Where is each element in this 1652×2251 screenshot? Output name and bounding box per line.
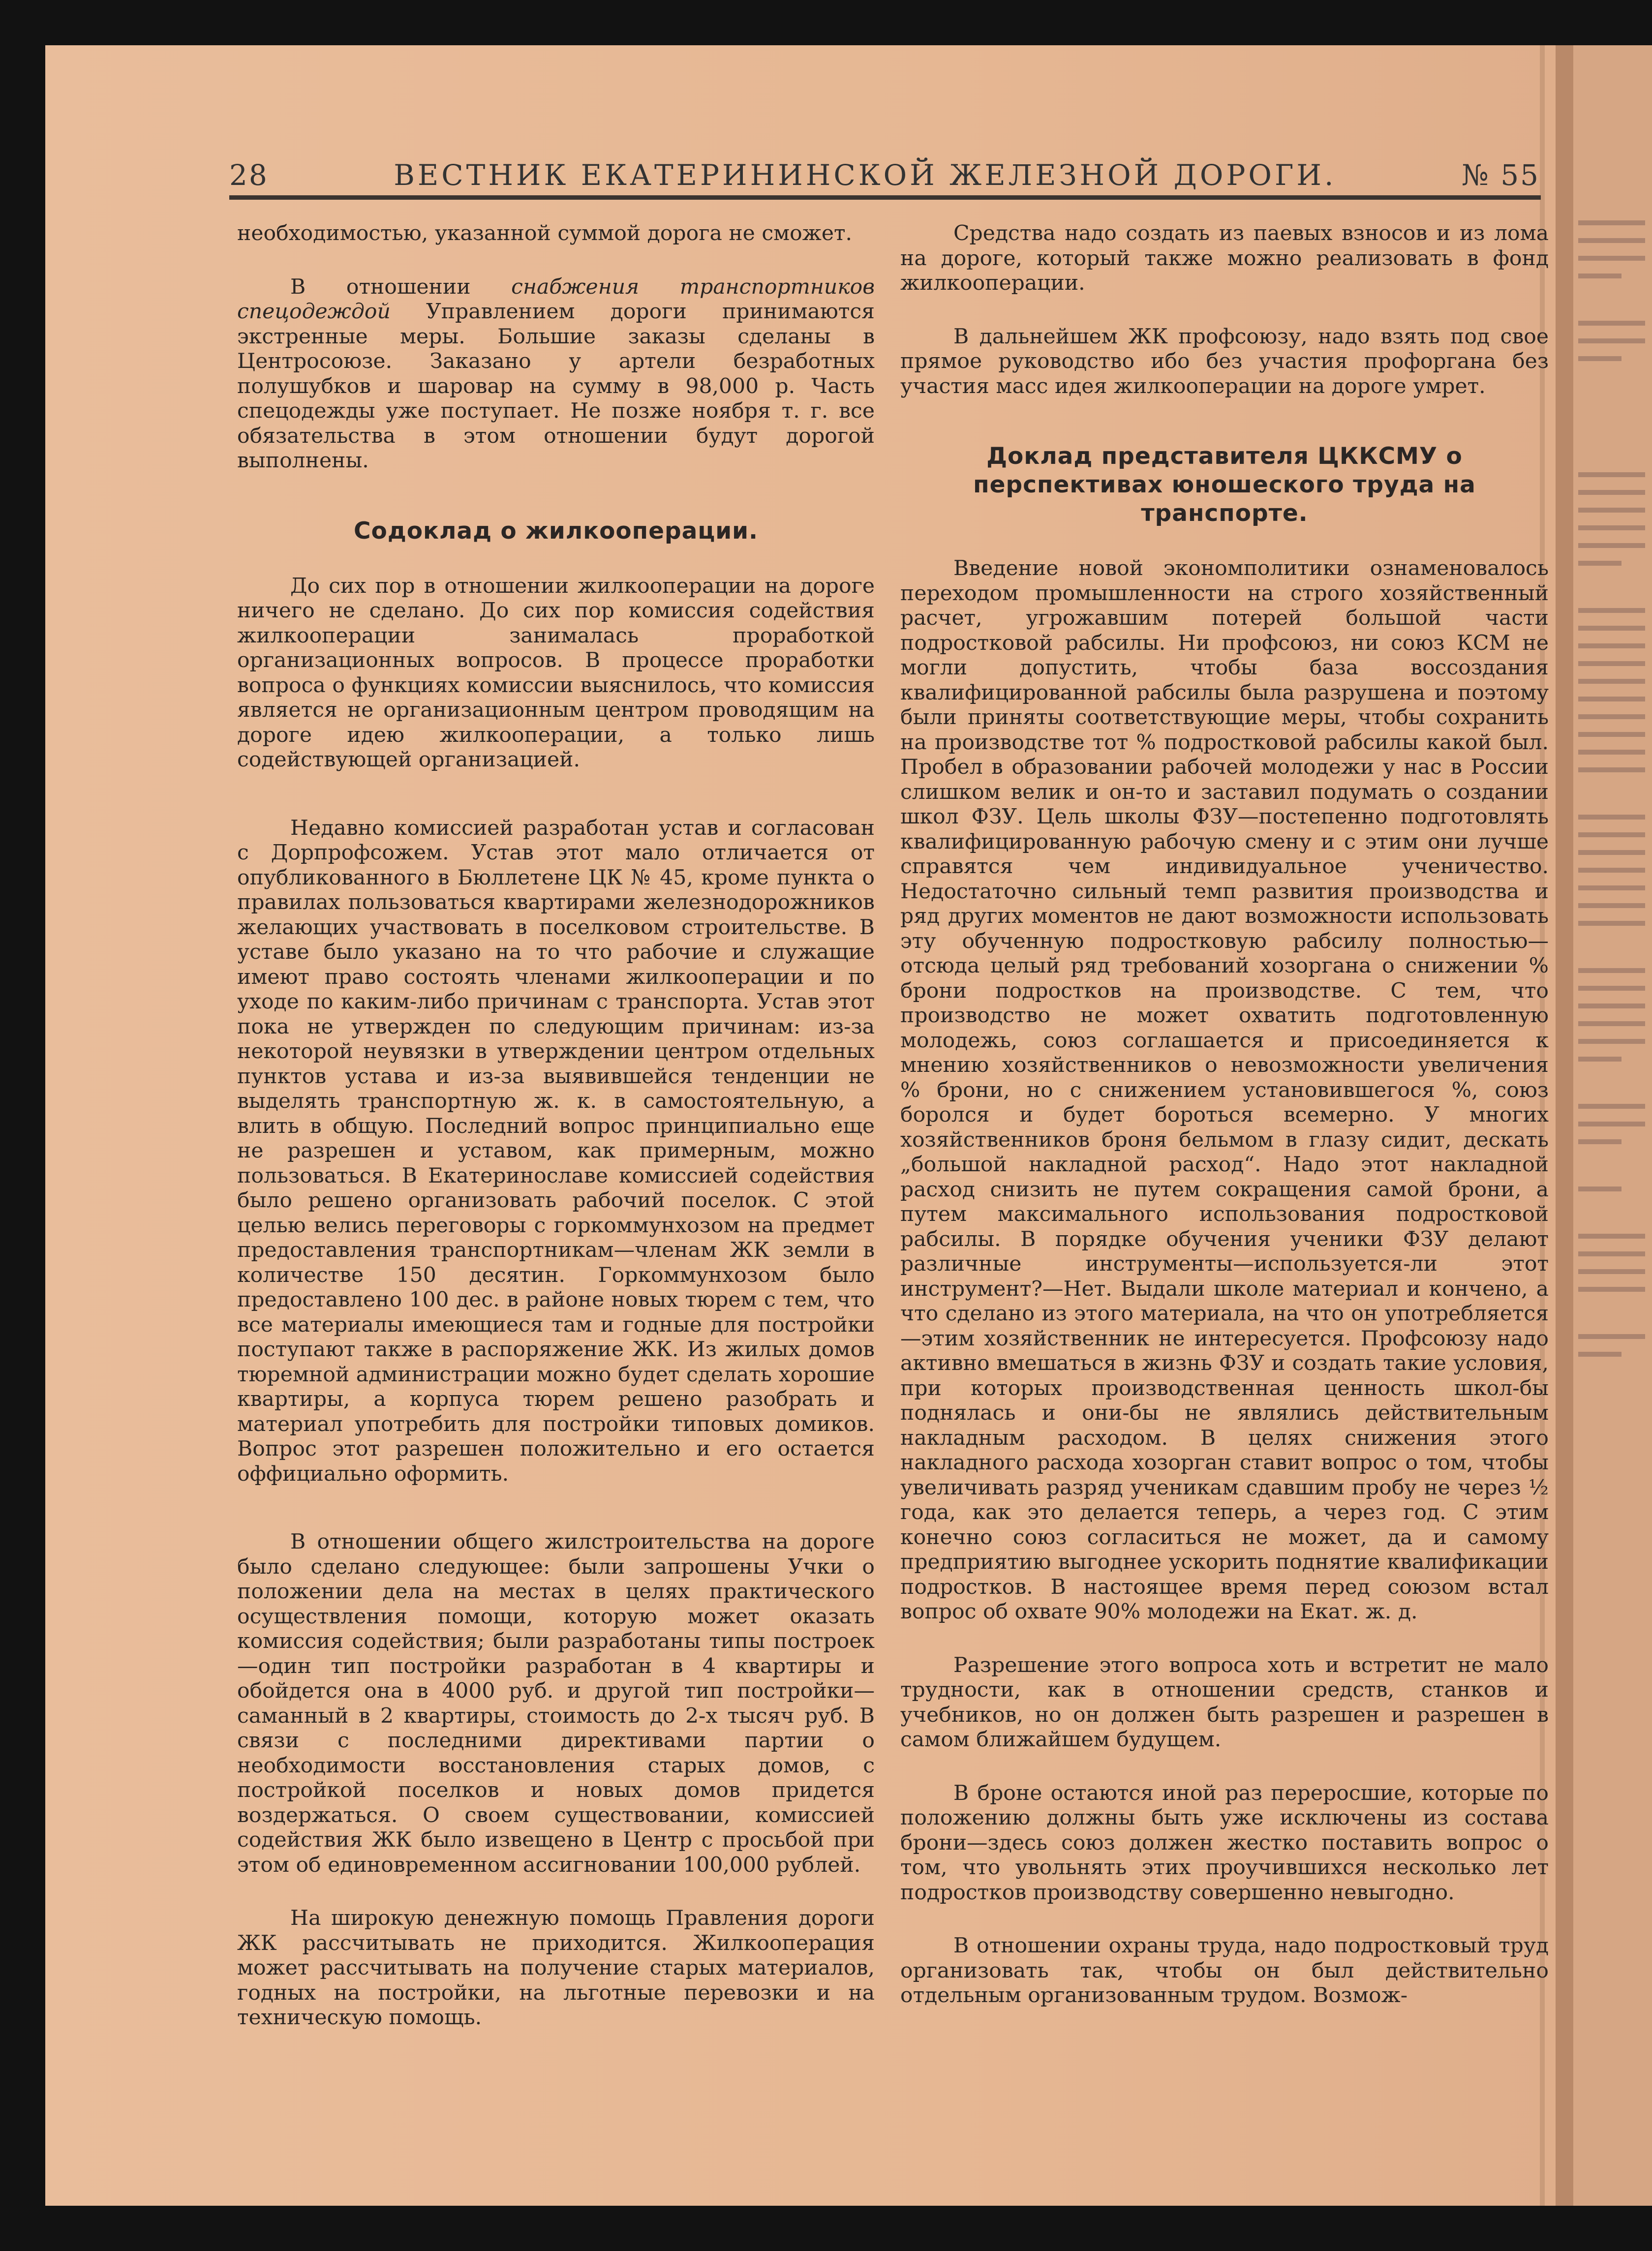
header-rule [229,195,1541,200]
paragraph-supply-start: В отношении [290,274,512,299]
paragraph-funds: Средства надо создать из паевых взносов и из лома на дороге, который также можно реализовать в фонд жилкооперации. [900,221,1549,295]
paragraph-housing-1: До сих пор в отношении жилкооперации на дороге ничего не сделано. До сих пор комиссия содействия жилкооперации занималась проработкой организационных вопросов. В процессе проработки вопроса о функциях комиссии выяснилось, что комиссия является не организационным центром проводящим на дороге идею жилкооперации, а только лишь содействующей организацией. [237,574,875,772]
paragraph-youth-4: В отношении охраны труда, надо подростковый труд организовать так, чтобы он был действительно отдельным организованным трудом. Возмож- [900,1934,1549,2008]
paragraph-youth-1: Введение новой экономполитики ознаменовалось переходом промышленности на строго хозяйственный расчет, угрожавшим потерей большой части подростковой рабсилы. Ни профсоюз, ни союз КСМ не могли допустить, чтобы база воссоздания квалифицированной рабсилы была разрушена и поэтому были приняты соответствующие меры, чтобы сохранить на производстве тот % подростковой рабсилы какой был. Пробел в образовании рабочей молодежи у нас в России слишком велик и он-то и заставил подумать о создании школ ФЗУ. Цель школы ФЗУ—постепенно подготовлять квалифицированную рабочую смену и с этим они лучше справятся чем индивидуальное ученичество. Недостаточно сильный темп развития производства и ряд других моментов не дают возможности использовать эту обученную подростковую рабсилу полностью—отсюда целый ряд требований хозоргана о снижении % брони подростков на производстве. С тем, что производство не может охватить подготовленную молодежь, союз соглашается и присоединяется к мнению хозяйственников о невозможности увеличения % брони, но с снижением установившегося %, союз боролся и будет бороться всемерно. У многих хозяйственников броня бельмом в глазу сидит, дескать „большой накладной расход“. Надо этот накладной расход снизить не путем сокращения самой брони, а путем максимального использования подростковой рабсилы. В порядке обучения ученики ФЗУ делают различные инструменты—используется-ли этот инструмент?—Нет. Выдали школе материал и кончено, а что сделано из этого материала, на что он употребляется—этим хозяйственник не интересуется. Профсоюзу надо активно вмешаться в жизнь ФЗУ и создать такие условия, при которых производственная ценность школ-бы поднялась и они-бы не являлись действительным накладным расходом. В целях снижения этого накладного расхода хозорган ставит вопрос о том, чтобы увеличивать разряд ученикам сдавшим пробу не через ½ года, как это делается теперь, а через год. С этим конечно союз согласиться не может, да и самому предприятию выгоднее ускорить поднятие квалификации подростков. В настоящее время перед союзом встал вопрос об охвате 90% молодежи на Екат. ж. д. [900,556,1549,1624]
paragraph-supply-italic: снабжения транспортников спецодеждой [237,274,875,324]
paragraph-profunion: В дальнейшем ЖК профсоюзу, надо взять под свое прямое руководство ибо без участия профоргана без участия масс идея жилкооперации на дороге умрет. [900,324,1549,398]
paragraph-housing-4: На широкую денежную помощь Правления дороги ЖК рассчитывать не приходится. Жилкооперация может рассчитывать на получение старых материалов, годных на постройки, на льготные перевозки и на техническую помощь. [237,1906,875,2030]
paragraph-housing-2: Недавно комиссией разработан устав и согласован с Дорпрофсожем. Устав этот мало отличается от опубликованного в Бюллетене ЦК № 45, кроме пункта о правилах пользоваться квартирами железнодорожников желающих участвовать в поселковом строительстве. В уставе было указано на то что рабочие и служащие имеют право состоять членами жилкооперации и по уходе по каким-либо причинам с транспорта. Устав этот пока не утвержден по следующим причинам: из-за некоторой неувязки в утверждении центром отдельных пунктов устава и из-за выявившейся тенденции не выделять транспортную ж. к. в самостоятельную, а влить в общую. Последний вопрос принципиально еще не разрешен и уставом, как примерным, можно пользоваться. В Екатеринославе комиссией содействия было решено организовать рабочий поселок. С этой целью велись переговоры с горкоммунхозом на предмет предоставления транспортникам—членам ЖК земли в количестве 150 десятин. Горкоммунхозом было предоставлено 100 дес. в районе новых тюрем с тем, что все материалы имеющиеся там и годные для постройки поступают также в распоряжение ЖК. Из жилых домов тюремной администрации можно будет сделать хорошие квартиры, а корпуса тюрем решено разобрать и материал употребить для постройки типовых домиков. Вопрос этот разрешен положительно и его остается оффициально оформить. [237,816,875,1486]
running-header [229,158,1540,195]
paragraph-youth-2: Разрешение этого вопроса хоть и встретит не мало трудности, как в отношении средств, станков и учебников, но он должен быть разрешен и разрешен в самом ближайшем будущем. [900,1653,1549,1752]
paragraph-supply [237,275,875,474]
paragraph-youth-3: В броне остаются иной раз переросшие, которые по положению должны быть уже исключены из состава брони—здесь союз должен жестко поставить вопрос о том, что увольнять этих проучившихся несколько лет подростков производству совершенно невыгодно. [900,1781,1549,1905]
paragraph-continuation: необходимостью, указанной суммой дорога не сможет. [237,221,853,245]
paragraph-housing-3: В отношении общего жилстроительства на дороге было сделано следующее: были запрошены Учки о положении дела на местах в целях практического осуществления помощи, которую может оказать комиссия содействия; были разработаны типы построек—один тип постройки разработан в 4 квартиры и обойдется она в 4000 руб. и другой тип постройки—саманный в 2 квартиры, стоимость до 2-х тысяч руб. В связи с последними директивами партии о необходимости восстановления старых домов, с постройкой поселков и новых домов придется воздержаться. О своем существовании, комиссией содействия ЖК было извещено в Центр с просьбой при этом об единовременном ассигновании 100,000 рублей. [237,1530,875,1877]
heading-youth-labor: Доклад представителя ЦККСМУ о перспективах юношеского труда на транспорте. [973,443,1476,527]
paragraph-supply-rest: Управлением дороги принимаются экстренные меры. Большие заказы сделаны в Центросоюзе. Заказано у артели безработных полушубков и шаровар на сумму в 98,000 р. Часть спецодежды уже поступает. Не позже ноября т. г. все обязательства в этом отношении будут дорогой выполнены. [237,300,875,473]
book-gutter [1556,45,1573,2206]
heading-housing-coop: Содоклад о жилкооперации. [354,517,758,545]
right-column [900,221,1549,2008]
page-number: 28 [229,158,269,192]
left-column [237,221,875,2031]
adjacent-page-edge [1573,45,1652,2206]
journal-title: ВЕСТНИК ЕКАТЕРИНИНСКОЙ ЖЕЛЕЗНОЙ ДОРОГИ. [394,158,1337,192]
issue-number: № 55 [1461,158,1540,192]
